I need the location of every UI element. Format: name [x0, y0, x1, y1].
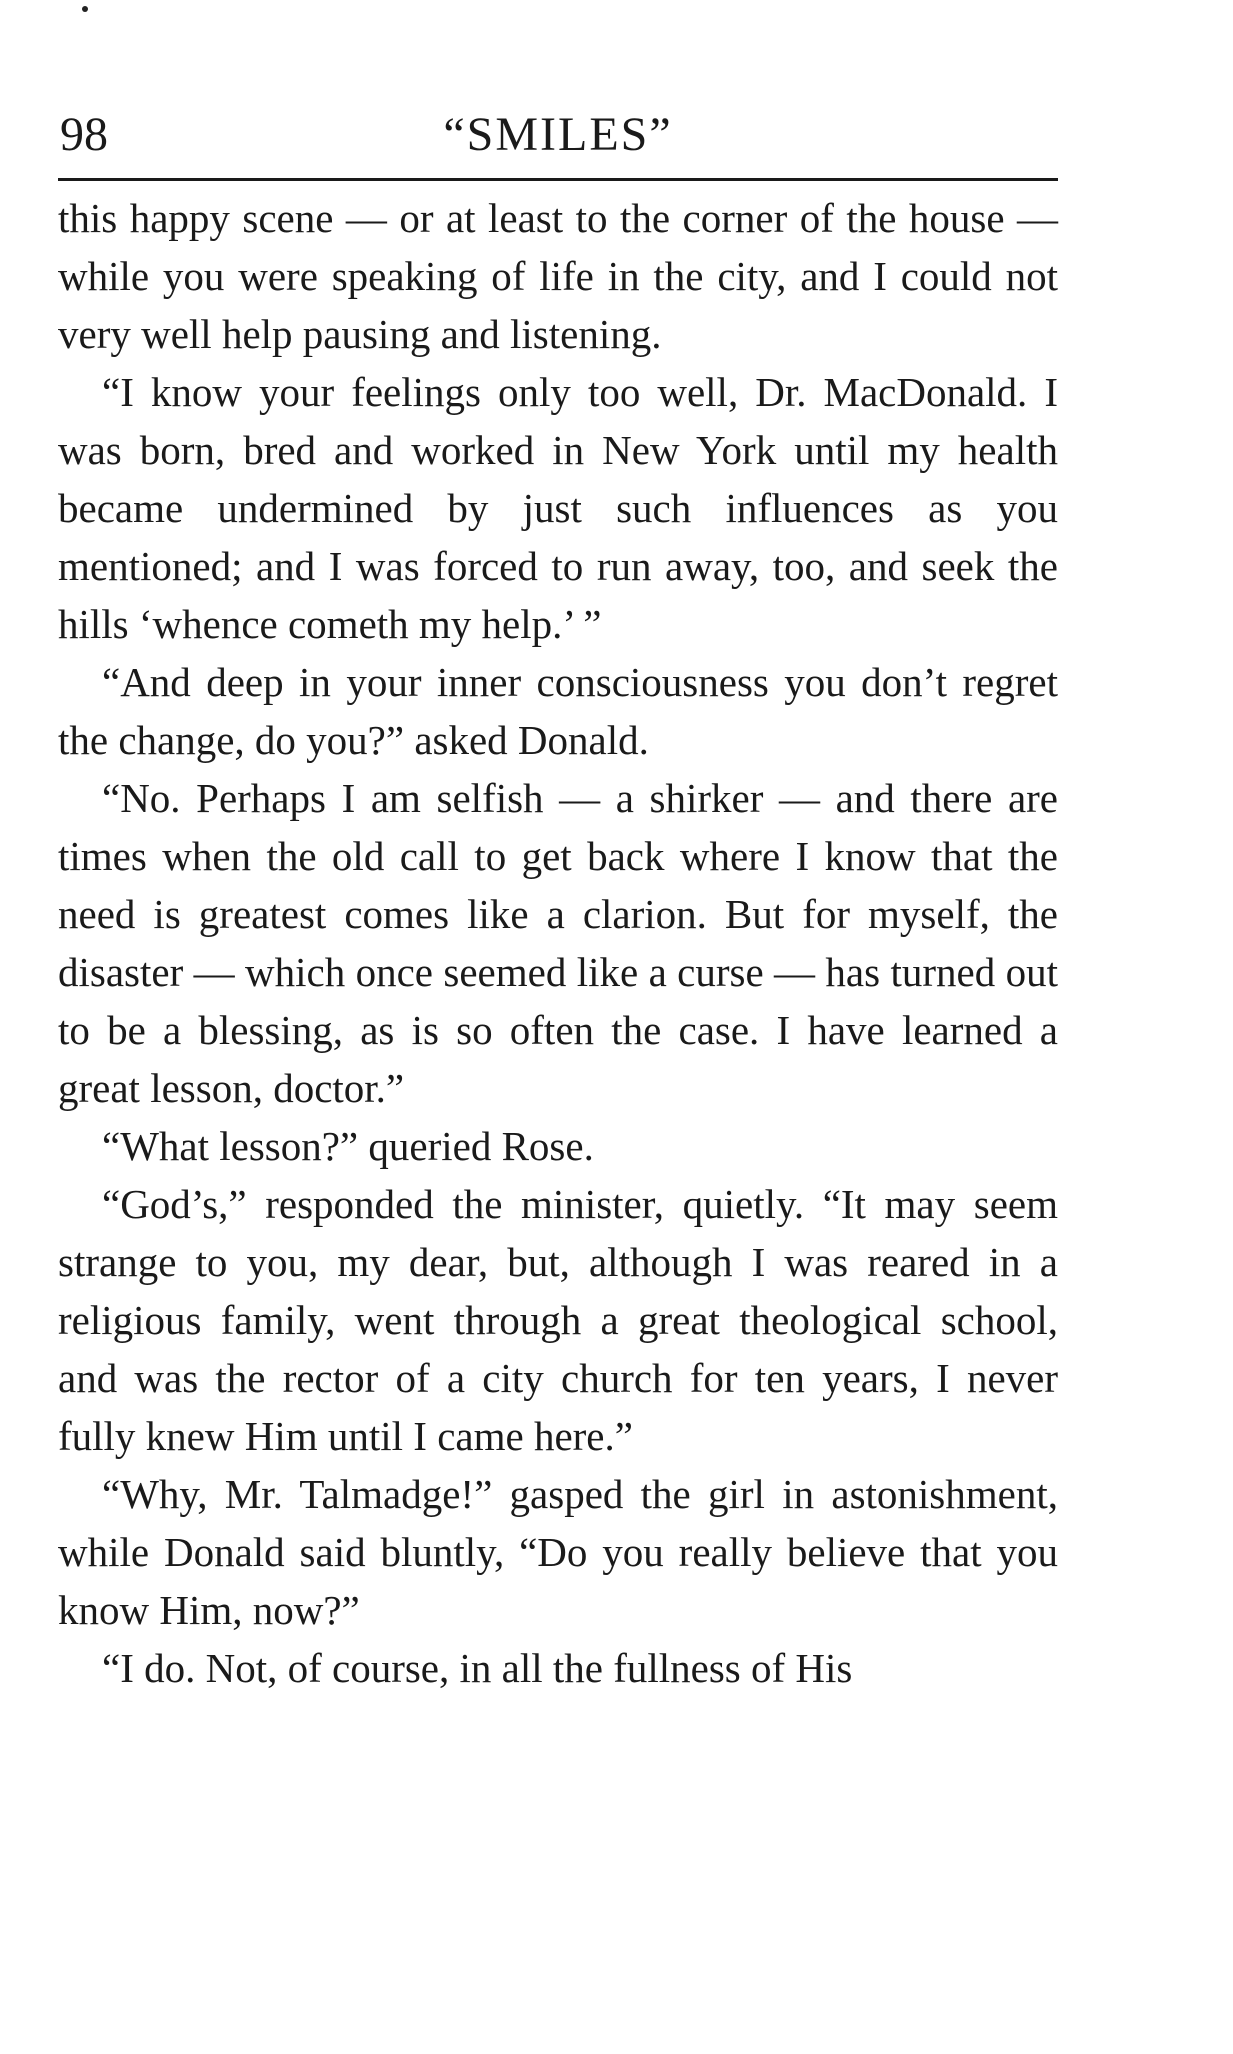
paragraph: this happy scene — or at least to the corner of the house — while you were speaking of life in the city, and I could not very well help pausing and listening.: [58, 195, 1058, 357]
paragraph: “God’s,” responded the minister, quietly. “It may seem strange to you, my dear, but, although I was reared in a religious family, went through a great theological school, and was the rector of a city church for ten years, I never fully knew Him until I came here.”: [58, 1181, 1058, 1459]
paragraph: “I know your feelings only too well, Dr. MacDonald. I was born, bred and worked in New York until my health became undermined by just such influences as you mentioned; and I was forced to run away, too, and seek the hills ‘whence cometh my help.’ ”: [58, 369, 1058, 647]
page-speck: [82, 6, 88, 12]
book-page: [58, 100, 1058, 1697]
paragraph: “Why, Mr. Talmadge!” gasped the girl in astonishment, while Donald said bluntly, “Do you really believe that you know Him, now?”: [58, 1471, 1058, 1633]
paragraph: “What lesson?” queried Rose.: [102, 1123, 594, 1169]
running-head: [58, 100, 1058, 170]
paragraph: “And deep in your inner consciousness you don’t regret the change, do you?” asked Donald.: [58, 659, 1058, 763]
paragraph: “I do. Not, of course, in all the fullness of His: [102, 1645, 853, 1691]
header-rule: [58, 178, 1058, 181]
page-number: 98: [60, 108, 108, 161]
paragraph: “No. Perhaps I am selfish — a shirker — and there are times when the old call to get back where I know that the need is greatest comes like a clarion. But for myself, the disaster — which once seemed like a curse — has turned out to be a blessing, as is so often the case. I have learned a great lesson, doctor.”: [58, 775, 1058, 1111]
running-title: “SMILES”: [443, 108, 673, 161]
body-text: [58, 189, 1058, 1697]
